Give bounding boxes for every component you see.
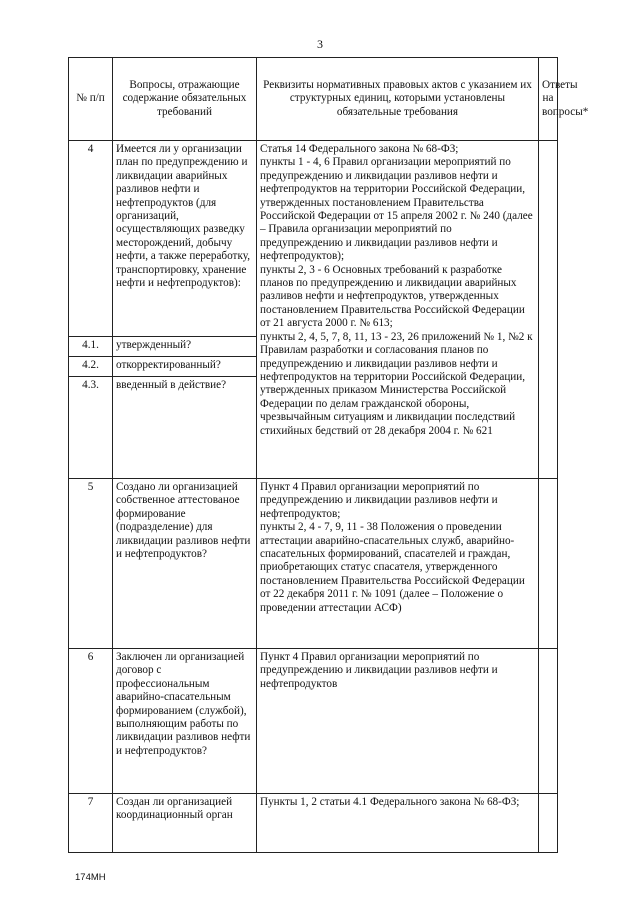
- row-number: 6: [69, 649, 113, 794]
- requirements-table: [68, 57, 589, 853]
- row-question: Имеется ли у организации план по предупреждению и ликвидации аварийных разливов нефти и нефтепродуктов (для организаций, осуществляющих разведку месторождений, добычу нефти, а также переработку, транспортировку, хранение нефти и нефтепродуктов):: [113, 141, 257, 337]
- subrow-number: 4.3.: [69, 377, 113, 479]
- requisite-paragraph: Пункты 1, 2 статьи 4.1 Федерального закона № 68-ФЗ;: [260, 796, 520, 808]
- row-answer: [539, 649, 558, 794]
- subrow-question: утвержденный?: [113, 337, 257, 357]
- requisite-paragraph: Пункт 4 Правил организации мероприятий по предупреждению и ликвидации разливов нефти и нефтепродуктов;: [260, 481, 498, 520]
- row-requisites: [257, 649, 539, 794]
- subrow-number: 4.1.: [69, 337, 113, 357]
- row-requisites: [257, 479, 539, 649]
- requisite-paragraph: пункты 2, 3 - 6 Основных требований к разработке планов по предупреждению и ликвидации аварийных разливов нефти и нефтепродуктов, утвержденных постановлением Правительства Российской Федерации: [260, 263, 525, 316]
- row-requisites: [257, 141, 539, 479]
- requisite-paragraph: пункты 1 - 4, 6 Правил организации мероприятий по предупреждению и ликвидации разливов нефти и нефтепродуктов на территории Российской Федерации, утвержденных постановлением Правительства Российской Федерации от 15 апреля 2002 г. № 240 (далее – Правила организации мероприятий по предупреждению и ликвидации разливов нефти и нефтепродуктов);: [260, 156, 533, 263]
- subrow-number: 4.2.: [69, 357, 113, 377]
- requisite-paragraph: Пункт 4 Правил организации мероприятий по предупреждению и ликвидации разливов нефти и нефтепродуктов: [260, 651, 498, 690]
- table-row: [69, 141, 558, 337]
- table-row: [69, 649, 558, 794]
- row-question: Заключен ли организацией договор с профессиональным аварийно-спасательным формированием (службой), выполняющим работы по ликвидации разливов нефти и нефтепродуктов?: [113, 649, 257, 794]
- header-question: Вопросы, отражающие содержание обязательных требований: [113, 58, 257, 141]
- subrow-question: введенный в действие?: [113, 377, 257, 479]
- row-question: Создано ли организацией собственное аттестованое формирование (подразделение) для ликвидации разливов нефти и нефтепродуктов?: [113, 479, 257, 649]
- row-number: 5: [69, 479, 113, 649]
- footer-code: 174МН: [75, 872, 106, 883]
- requisite-paragraph: от 21 августа 2000 г. № 613;: [260, 317, 393, 330]
- row-number: 4: [69, 141, 113, 337]
- requisite-paragraph: пункты 2, 4, 5, 7, 8, 11, 13 - 23, 26 приложений № 1, №2 к Правилам разработки и согласования планов по предупреждению и ликвидации разливов нефти и нефтепродуктов на территории Российской Федерации, утвержденных приказом Министерства Российской Федерации по делам гражданской обороны, чрезвычайным ситуациям и ликвидации последствий стихийных бедствий от 28 декабря 2004 г. № 621: [260, 330, 533, 437]
- table-row: [69, 794, 558, 853]
- row-answer: [539, 479, 558, 649]
- row-answer: [539, 794, 558, 853]
- table-row: [69, 479, 558, 649]
- requisite-paragraph: Статья 14 Федерального закона № 68-ФЗ;: [260, 143, 459, 155]
- row-answer: [539, 141, 558, 479]
- row-requisites: [257, 794, 539, 853]
- subrow-question: откорректированный?: [113, 357, 257, 377]
- header-requisites: Реквизиты нормативных правовых актов с указанием их структурных единиц, которыми установлены обязательные требования: [257, 58, 539, 141]
- row-question: Создан ли организацией координационный орган: [113, 794, 257, 853]
- page-number: 3: [317, 37, 323, 51]
- header-num: № п/п: [69, 58, 113, 141]
- header-answers: Ответы на вопросы*: [539, 58, 558, 141]
- table-header-row: [69, 58, 558, 141]
- row-number: 7: [69, 794, 113, 853]
- requisite-paragraph: пункты 2, 4 - 7, 9, 11 - 38 Положения о проведении аттестации аварийно-спасательных служб, аварийно-спасательных формирований, спасателей и граждан, приобретающих статус спасателя, утвержденного постановлением Правительства Российской Федерации от 22 декабря 2011 г. № 1091 (далее – Положение о проведении аттестации АСФ): [260, 521, 525, 614]
